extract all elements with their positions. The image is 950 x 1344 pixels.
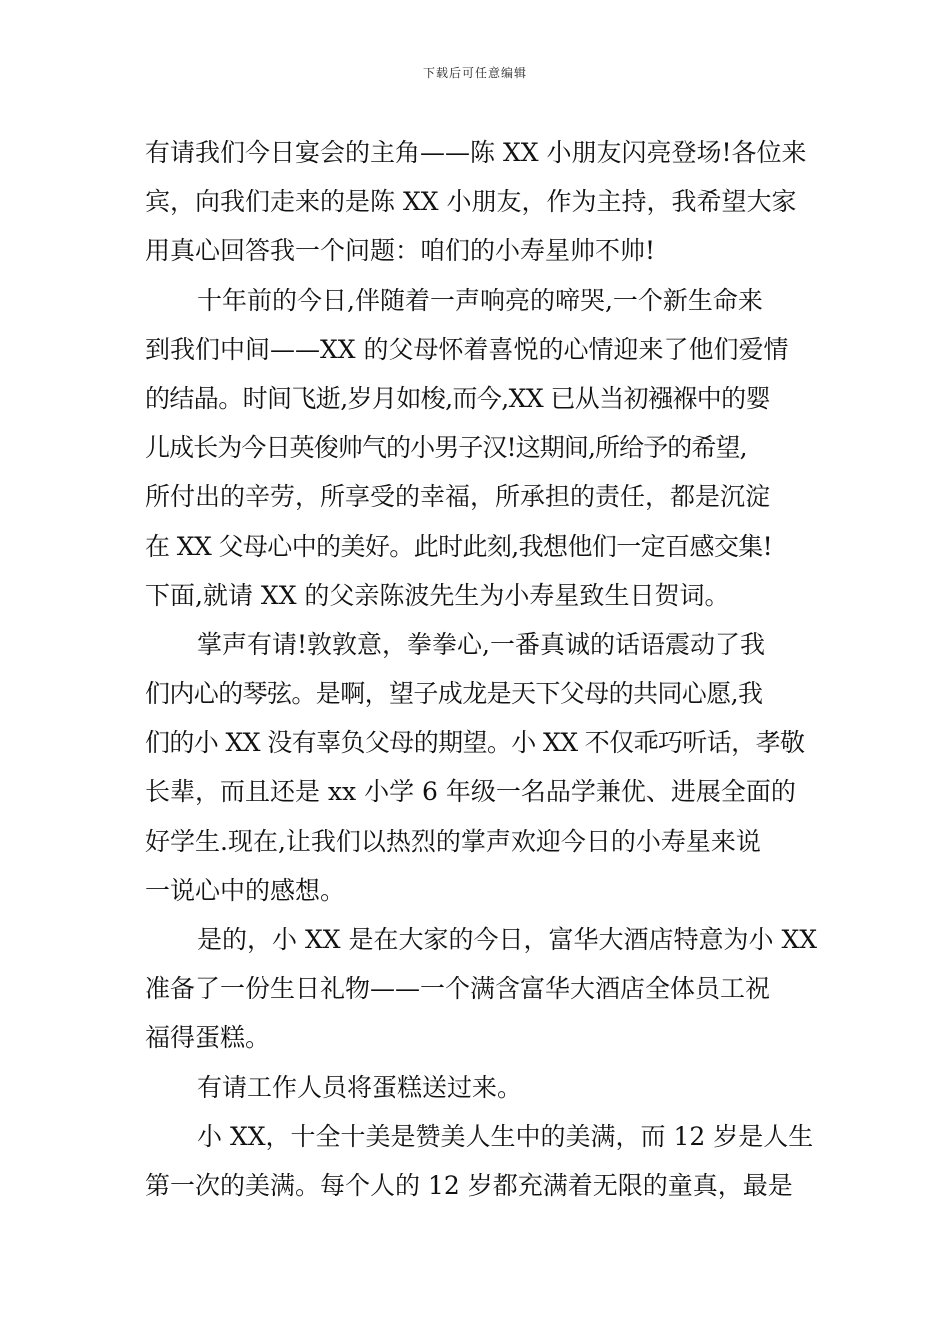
text-line: 一说心中的感想。 [145,875,346,905]
text-line: 第一次的美满。每个人的 12 岁都充满着无限的童真，最是 [145,1170,793,1200]
text-line: 十年前的今日,伴随着一声响亮的啼哭,一个新生命来 [197,285,763,315]
text-line: 们内心的琴弦。是啊，望子成龙是天下父母的共同心愿,我 [145,679,763,709]
text-line: 下面,就请 XX 的父亲陈波先生为小寿星致生日贺词。 [145,580,730,610]
text-line: 是的，小 XX 是在大家的今日，富华大酒店特意为小 XX [197,925,818,954]
text-line: 儿成长为今日英俊帅气的小男子汉!这期间,所给予的希望, [145,433,747,463]
text-line: 准备了一份生日礼物——一个满含富华大酒店全体员工祝 [145,974,771,1004]
text-line: 在 XX 父母心中的美好。此时此刻,我想他们一定百感交集! [145,531,773,561]
text-line: 的结晶。时间飞逝,岁月如梭,而今,XX 已从当初襁褓中的婴 [145,383,770,413]
page-header: 下载后可任意编辑 [422,66,527,80]
text-line: 宾，向我们走来的是陈 XX 小朋友，作为主持，我希望大家 [145,187,797,217]
text-line: 有请工作人员将蛋糕送过来。 [197,1072,523,1102]
text-line: 小 XX，十全十美是赞美人生中的美满，而 12 岁是人生 [197,1121,814,1151]
text-line: 福得蛋糕。 [145,1023,271,1053]
document-body [145,128,818,1210]
text-line: 们的小 XX 没有辜负父母的期望。小 XX 不仅乖巧听话，孝敬 [145,728,805,758]
text-line: 到我们中间——XX 的父母怀着喜悦的心情迎来了他们爱情 [145,334,789,364]
text-line: 好学生.现在,让我们以热烈的掌声欢迎今日的小寿星来说 [145,826,761,856]
text-line: 有请我们今日宴会的主角——陈 XX 小朋友闪亮登场!各位来 [145,138,807,167]
text-line: 掌声有请!敦敦意，拳拳心,一番真诚的话语震动了我 [197,629,765,659]
text-line: 所付出的辛劳，所享受的幸福，所承担的责任，都是沉淀 [145,482,771,512]
text-line: 用真心回答我一个问题：咱们的小寿星帅不帅! [145,236,656,266]
text-line: 长辈，而且还是 xx 小学 6 年级一名品学兼优、进展全面的 [145,777,796,807]
